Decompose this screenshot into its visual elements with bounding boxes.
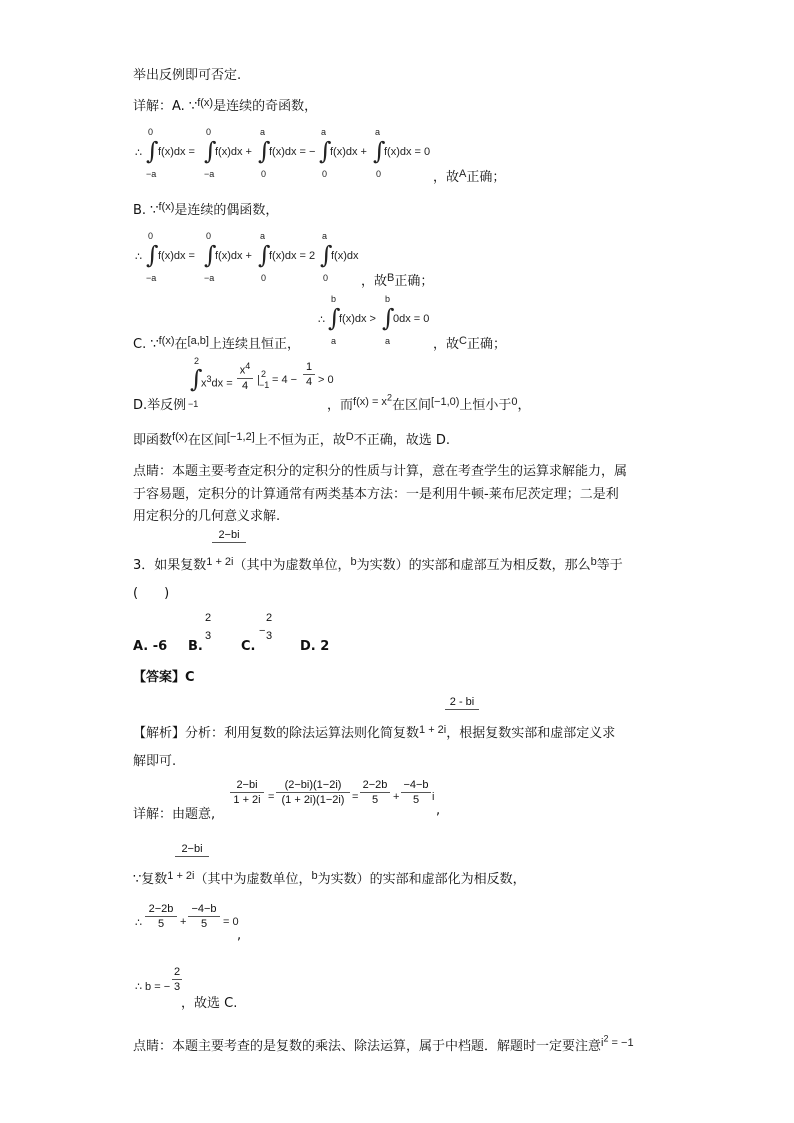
text: 为实数）的实部和虚部化为相反数， — [317, 872, 526, 887]
term: f(x)dx — [331, 250, 359, 262]
text: 详解：A. ∵ — [133, 99, 198, 114]
lower-limit: a — [331, 336, 337, 346]
since-line — [133, 868, 526, 887]
detail-d-tail — [327, 394, 531, 413]
text: D. — [133, 398, 148, 413]
fraction-question — [212, 529, 246, 544]
upper-limit: a — [260, 231, 266, 241]
option-a[interactable]: A. -6 — [133, 639, 168, 654]
text: 正确； — [466, 170, 506, 185]
term: 0dx = 0 — [393, 313, 430, 325]
text: 举反例 — [147, 398, 187, 413]
equals: = — [352, 791, 359, 803]
integral-sign: ∫ — [204, 241, 217, 269]
therefore: ∴ — [318, 314, 325, 326]
interval: [a,b] — [187, 335, 209, 347]
numerator: 2−2b — [362, 779, 388, 791]
option-d[interactable]: D. 2 — [300, 639, 330, 654]
variable: b — [311, 870, 318, 882]
integral-sign: ∫ — [319, 137, 332, 165]
plus: + — [180, 916, 187, 928]
lower-limit: −1 — [259, 380, 270, 390]
integrand — [201, 374, 233, 390]
integral-sign: ∫ — [320, 241, 333, 269]
text: C. ∵ — [133, 337, 159, 352]
math-fx: f(x) — [158, 201, 175, 213]
text: 【解析】分析：利用复数的除法运算法则化简复数 — [133, 726, 420, 741]
var: x — [201, 377, 207, 390]
denominator: 1 + 2i — [233, 794, 261, 806]
fraction — [172, 966, 182, 993]
denominator: 5 — [371, 794, 379, 806]
expr: f(x) = x — [353, 396, 387, 408]
note-line: 点睛：本题主要考查定积分的定积分的性质与计算，意在考查学生的运算求解能力，属 — [133, 464, 628, 479]
text: ，故 — [361, 274, 388, 289]
text: （其中为虚数单位， — [194, 872, 312, 887]
lower-limit: −a — [204, 169, 215, 179]
b-equals: ∴ b = − — [135, 981, 171, 993]
answer: 【答案】C — [133, 670, 195, 685]
lower-limit: a — [385, 336, 391, 346]
option-b[interactable]: B. — [188, 639, 203, 654]
integral-sign: ∫ — [258, 137, 271, 165]
math-fx: f(x) — [158, 335, 175, 347]
integral-sign: ∫ — [258, 241, 271, 269]
math-fx: f(x) — [172, 431, 188, 443]
text: ，故 — [433, 170, 460, 185]
upper-limit: 2 — [194, 356, 200, 366]
integral-sign: ∫ — [146, 241, 159, 269]
comma: , — [237, 928, 242, 943]
therefore: ∴ — [135, 251, 142, 263]
option-letter: B — [387, 272, 395, 284]
text: 上恒小于 — [459, 398, 512, 413]
imag-unit: i — [432, 791, 435, 803]
numerator: 2 — [204, 612, 212, 624]
denominator: 1 + 2i — [167, 870, 195, 882]
result-a — [433, 166, 505, 185]
conclusion-line — [133, 429, 450, 448]
detail-3: 详解：由题意, — [133, 807, 216, 822]
upper-limit: a — [321, 127, 327, 137]
denominator: 5 — [157, 918, 165, 930]
upper-limit: 0 — [206, 127, 212, 137]
detail-c — [133, 333, 300, 352]
lower-limit: 0 — [322, 169, 328, 179]
upper-limit: 2 — [261, 369, 267, 379]
text: 即函数 — [133, 433, 173, 448]
variable: b — [590, 556, 597, 568]
fraction — [445, 696, 479, 711]
fraction — [203, 612, 213, 642]
term: > 0 — [318, 374, 334, 386]
upper-limit: 0 — [206, 231, 212, 241]
analysis-line: 解即可. — [133, 754, 177, 769]
term: f(x)dx = 2 — [269, 250, 316, 262]
interval: [−1,0) — [430, 396, 460, 408]
term: f(x)dx + — [330, 146, 367, 158]
fraction — [401, 779, 431, 806]
math-fx-square — [353, 392, 392, 408]
integral-sign: ∫ — [204, 137, 217, 165]
lower-limit: 0 — [376, 169, 382, 179]
question-paren: ( ) — [133, 586, 170, 601]
fraction — [360, 779, 390, 806]
text: 等于 — [596, 558, 623, 573]
i-squared — [601, 1033, 634, 1049]
imag-unit: i — [601, 1037, 604, 1049]
text: ，故选 C. — [181, 996, 238, 1011]
term: f(x)dx > — [339, 313, 376, 325]
upper-limit: a — [375, 127, 381, 137]
option-letter: D — [345, 431, 354, 443]
question-3 — [133, 554, 623, 573]
analysis — [133, 722, 615, 741]
text: 3．如果复数 — [133, 558, 207, 573]
lower-limit: −a — [146, 273, 157, 283]
therefore: ∴ — [135, 917, 142, 929]
fraction — [276, 779, 350, 806]
note-line: 于容易题，定积分的计算通常有两类基本方法：一是利用牛顿-莱布尼茨定理；二是利 — [133, 487, 619, 502]
fraction — [303, 361, 315, 388]
numerator: (2−bi)(1−2i) — [284, 779, 342, 791]
text: ∵复数 — [133, 872, 168, 887]
text: 上连续且恒正， — [208, 337, 300, 352]
text: 为实数）的实部和虚部互为相反数，那么 — [356, 558, 591, 573]
exponent: 2 — [386, 392, 392, 403]
fraction — [237, 361, 253, 392]
lower-limit: 0 — [261, 169, 267, 179]
term: = 4 − — [272, 374, 298, 386]
text: 不正确，故选 D. — [353, 433, 450, 448]
upper-limit: b — [385, 294, 391, 304]
exponent: 2 — [603, 1033, 609, 1044]
detail-b — [133, 199, 278, 218]
text: 正确； — [394, 274, 434, 289]
numerator: 2−2b — [148, 903, 174, 915]
lower-limit: 0 — [261, 273, 267, 283]
numerator: 2−bi — [218, 529, 240, 541]
numerator: 2 — [173, 966, 181, 978]
numerator: 2−bi — [236, 779, 258, 791]
text: 在区间 — [391, 398, 431, 413]
term: f(x)dx = — [158, 250, 195, 262]
denominator: 5 — [412, 794, 420, 806]
denominator: 3 — [204, 630, 212, 642]
term: f(x)dx + — [215, 146, 252, 158]
lower-limit: −1 — [188, 399, 199, 409]
text: 点睛：本题主要考查的是复数的乘法、除法运算，属于中档题．解题时一定要注意 — [133, 1039, 602, 1054]
text: 是连续的奇函数， — [213, 99, 318, 114]
option-c[interactable]: C. — [241, 639, 256, 654]
result-b — [361, 270, 433, 289]
integral-sign: ∫ — [328, 304, 341, 332]
fraction — [188, 903, 220, 930]
text: ，故 — [433, 337, 460, 352]
fraction — [264, 612, 274, 642]
integral-sign: ∫ — [146, 137, 159, 165]
text: 是连续的偶函数， — [174, 203, 279, 218]
denominator: 1 + 2i — [206, 556, 234, 568]
text: ， — [517, 398, 531, 413]
denominator: 1 + 2i — [419, 724, 447, 736]
detail-d — [133, 394, 186, 413]
value: 0 — [511, 396, 518, 408]
term: f(x)dx + — [215, 250, 252, 262]
result-c — [433, 333, 506, 352]
denominator: 3 — [173, 981, 181, 993]
term: f(x)dx = 0 — [384, 146, 431, 158]
integral-sign: ∫ — [382, 304, 395, 332]
value: = −1 — [611, 1037, 634, 1049]
text: B. ∵ — [133, 203, 159, 218]
therefore: ∴ — [135, 147, 142, 159]
upper-limit: a — [322, 231, 328, 241]
numerator: 2 — [265, 612, 273, 624]
equals: = — [268, 791, 275, 803]
text: 上不恒为正，故 — [254, 433, 346, 448]
numerator: 1 — [305, 361, 313, 373]
numerator: 2−bi — [181, 843, 203, 855]
upper-limit: a — [260, 127, 266, 137]
option-letter: A — [459, 168, 467, 180]
lower-limit: 0 — [323, 273, 329, 283]
numerator: −4−b — [191, 903, 217, 915]
option-letter: C — [459, 335, 467, 347]
fraction — [175, 843, 209, 858]
upper-limit: 0 — [148, 231, 154, 241]
text-line: 举出反例即可否定. — [133, 68, 242, 83]
detail-a — [133, 95, 317, 114]
text: ，而 — [327, 398, 354, 413]
interval: [−1,2] — [226, 431, 255, 443]
text: dx = — [211, 377, 233, 390]
plus: + — [393, 791, 400, 803]
numerator: −4−b — [403, 779, 429, 791]
term: f(x)dx = − — [269, 146, 316, 158]
denominator: (1 + 2i)(1−2i) — [281, 794, 345, 806]
variable: b — [350, 556, 357, 568]
eval-bar: | — [257, 374, 260, 386]
fraction — [145, 903, 177, 930]
fraction — [230, 779, 264, 806]
note-line: 用定积分的几何意义求解. — [133, 509, 281, 524]
math-fx: f(x) — [197, 97, 214, 109]
text: 在 — [174, 337, 188, 352]
minus-sign: − — [259, 625, 266, 637]
upper-limit: 0 — [148, 127, 154, 137]
term: f(x)dx = — [158, 146, 195, 158]
text: （其中为虚数单位， — [233, 558, 351, 573]
upper-limit: b — [331, 294, 337, 304]
text: 在区间 — [187, 433, 227, 448]
denominator: 3 — [265, 630, 273, 642]
note-2 — [133, 1035, 634, 1054]
denominator: 4 — [305, 376, 313, 388]
exponent: 3 — [206, 374, 212, 384]
denominator: 5 — [200, 918, 208, 930]
numerator: 2 - bi — [449, 696, 475, 708]
numerator: x — [239, 364, 246, 377]
integral-sign: ∫ — [373, 137, 386, 165]
text: 正确； — [466, 337, 506, 352]
lower-limit: −a — [204, 273, 215, 283]
exponent: 4 — [245, 361, 251, 371]
lower-limit: −a — [146, 169, 157, 179]
equals-zero: = 0 — [223, 916, 239, 928]
text: ，根据复数实部和虚部定义求 — [446, 726, 616, 741]
denominator: 4 — [241, 379, 249, 392]
comma: , — [436, 803, 441, 818]
integral-sign: ∫ — [190, 365, 203, 393]
